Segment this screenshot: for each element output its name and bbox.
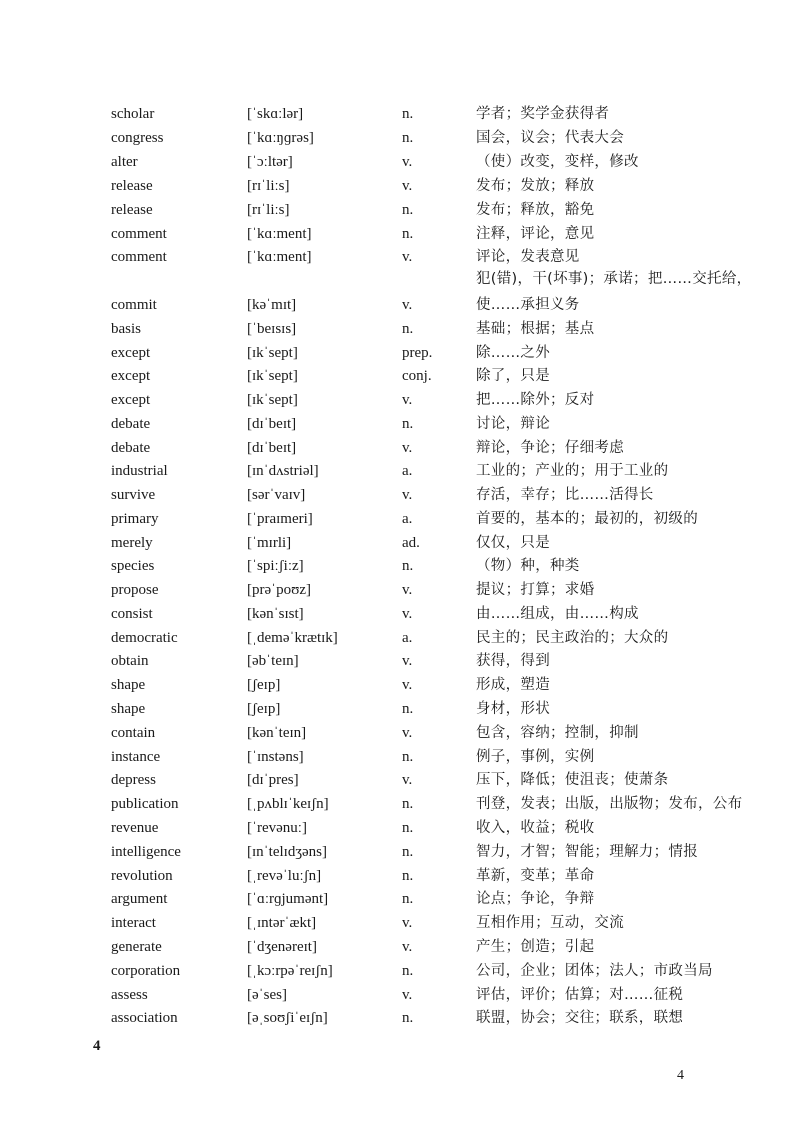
entry-word: association — [111, 1010, 178, 1026]
vocab-entry — [0, 222, 800, 246]
entry-word: commit — [111, 297, 157, 313]
entry-part-of-speech: v. — [402, 392, 413, 408]
entry-definition: 国会，议会；代表大会 — [476, 130, 624, 146]
vocab-entry — [0, 768, 800, 792]
entry-pronunciation: [ˈɪnstəns] — [247, 749, 304, 765]
entry-part-of-speech: n. — [402, 963, 414, 979]
vocab-entry — [0, 150, 800, 174]
entry-pronunciation: [ˌɪntərˈækt] — [247, 915, 317, 931]
entry-pronunciation: [ˌdeməˈkrætɪk] — [247, 630, 338, 646]
vocab-entry — [0, 102, 800, 126]
entry-definition: 除……之外 — [476, 345, 550, 361]
entry-definition: 革新，变革；革命 — [476, 868, 595, 884]
vocab-entry — [0, 293, 800, 317]
entry-part-of-speech: ad. — [402, 535, 420, 551]
entry-definition: 论点；争论，争辩 — [476, 891, 595, 907]
vocab-entry — [0, 483, 800, 507]
entry-word: scholar — [111, 106, 155, 122]
entry-part-of-speech: v. — [402, 440, 413, 456]
vocab-entry — [0, 935, 800, 959]
entry-part-of-speech: v. — [402, 582, 413, 598]
entry-definition: 形成，塑造 — [476, 677, 550, 693]
vocab-entry — [0, 792, 800, 816]
entry-word: species — [111, 558, 155, 574]
entry-word: comment — [111, 249, 167, 265]
entry-definition: 首要的，基本的；最初的，初级的 — [476, 511, 698, 527]
entry-definition: 智力，才智；智能；理解力；情报 — [476, 844, 698, 860]
entry-definition: 公司，企业；团体；法人；市政当局 — [476, 963, 713, 979]
entry-word: assess — [111, 987, 148, 1003]
entry-pronunciation: [ˌpʌblɪˈkeɪʃn] — [247, 796, 329, 812]
entry-definition: 联盟，协会；交往；联系，联想 — [476, 1010, 684, 1026]
entry-word: argument — [111, 891, 168, 907]
entry-word: corporation — [111, 963, 181, 979]
entry-part-of-speech: v. — [402, 606, 413, 622]
entry-word: comment — [111, 226, 167, 242]
entry-pronunciation: [ˌkɔːrpəˈreɪʃn] — [247, 963, 333, 979]
entry-pronunciation: [əˌsoʊʃiˈeɪʃn] — [247, 1010, 328, 1026]
entry-pronunciation: [ɪnˈdʌstriəl] — [247, 463, 319, 479]
entry-definition: 把……除外；反对 — [476, 392, 595, 408]
entry-part-of-speech: n. — [402, 416, 414, 432]
entry-definition: 身材，形状 — [476, 701, 550, 717]
vocab-entry — [0, 364, 800, 388]
entry-part-of-speech: a. — [402, 511, 413, 527]
entry-definition: 发布；释放，豁免 — [476, 202, 595, 218]
entry-word: generate — [111, 939, 162, 955]
entry-pronunciation: [ˌrevəˈluːʃn] — [247, 868, 322, 884]
entry-part-of-speech: n. — [402, 844, 414, 860]
entry-part-of-speech: v. — [402, 772, 413, 788]
entry-word: consist — [111, 606, 153, 622]
entry-word: intelligence — [111, 844, 181, 860]
entry-pronunciation: [ˈpraɪmeri] — [247, 511, 313, 527]
entry-part-of-speech: v. — [402, 725, 413, 741]
entry-word: basis — [111, 321, 141, 337]
entry-word: except — [111, 345, 151, 361]
entry-part-of-speech: v. — [402, 987, 413, 1003]
entry-part-of-speech: a. — [402, 630, 413, 646]
vocab-entry — [0, 673, 800, 697]
vocab-entry — [0, 436, 800, 460]
entry-definition: 讨论，辩论 — [476, 416, 550, 432]
entry-pronunciation: [ɪkˈsept] — [247, 368, 298, 384]
entry-definition: 产生；创造；引起 — [476, 939, 595, 955]
entry-part-of-speech: prep. — [402, 345, 433, 361]
entry-definition: 互相作用；互动，交流 — [476, 915, 624, 931]
entry-word: except — [111, 368, 151, 384]
entry-definition: 除了，只是 — [476, 368, 550, 384]
commit-definition-line-1: 犯(错)，干(坏事)；承诺；把……交托给， — [476, 271, 752, 287]
vocab-entry — [0, 864, 800, 888]
entry-definition: （物）种，种类 — [476, 558, 580, 574]
vocab-entry — [0, 388, 800, 412]
entry-part-of-speech: v. — [402, 249, 413, 265]
entry-definition: 包含，容纳；控制，抑制 — [476, 725, 639, 741]
entry-pronunciation: [ˈskɑːlər] — [247, 106, 304, 122]
entry-definition: 压下，降低；使沮丧；使萧条 — [476, 772, 669, 788]
vocab-entry — [0, 745, 800, 769]
entry-word: shape — [111, 677, 146, 693]
entry-pronunciation: [ˈdʒenəreɪt] — [247, 939, 317, 955]
entry-definition: 提议；打算；求婚 — [476, 582, 595, 598]
entry-part-of-speech: n. — [402, 106, 414, 122]
entry-part-of-speech: n. — [402, 130, 414, 146]
page-number-left: 4 — [93, 1038, 101, 1054]
entry-pronunciation: [sərˈvaɪv] — [247, 487, 306, 503]
entry-definition: 学者；奖学金获得者 — [476, 106, 610, 122]
entry-definition: 收入，收益；税收 — [476, 820, 595, 836]
entry-part-of-speech: v. — [402, 487, 413, 503]
vocab-entry — [0, 578, 800, 602]
vocab-entry — [0, 126, 800, 150]
vocab-entry — [0, 554, 800, 578]
vocab-entry — [0, 649, 800, 673]
entry-definition: 基础；根据；基点 — [476, 321, 595, 337]
vocab-entry — [0, 507, 800, 531]
entry-definition: 评论，发表意见 — [476, 249, 580, 265]
entry-part-of-speech: v. — [402, 915, 413, 931]
vocab-entry — [0, 174, 800, 198]
vocab-entry — [0, 341, 800, 365]
entry-word: depress — [111, 772, 156, 788]
entry-pronunciation: [kəˈmɪt] — [247, 297, 297, 313]
entry-definition: 工业的；产业的；用于工业的 — [476, 463, 669, 479]
vocab-entry — [0, 459, 800, 483]
entry-part-of-speech: n. — [402, 321, 414, 337]
entry-pronunciation: [ˈrevənuː] — [247, 820, 307, 836]
entry-definition: 存活，幸存；比……活得长 — [476, 487, 654, 503]
vocab-entry — [0, 911, 800, 935]
entry-pronunciation: [prəˈpoʊz] — [247, 582, 312, 598]
entry-part-of-speech: n. — [402, 701, 414, 717]
vocab-entry — [0, 198, 800, 222]
entry-pronunciation: [ˈɑːrɡjumənt] — [247, 891, 329, 907]
entry-pronunciation: [ˈkɑːment] — [247, 226, 312, 242]
vocab-entry — [0, 887, 800, 911]
vocab-entry — [0, 317, 800, 341]
entry-part-of-speech: n. — [402, 558, 414, 574]
entry-pronunciation: [kənˈsɪst] — [247, 606, 304, 622]
vocab-entry — [0, 626, 800, 650]
entry-word: obtain — [111, 653, 149, 669]
vocab-entry — [0, 816, 800, 840]
entry-pronunciation: [rɪˈliːs] — [247, 178, 290, 194]
entry-word: revolution — [111, 868, 173, 884]
vocab-entry — [0, 840, 800, 864]
entry-definition: 仅仅，只是 — [476, 535, 550, 551]
entry-word: democratic — [111, 630, 178, 646]
entry-word: interact — [111, 915, 156, 931]
entry-word: publication — [111, 796, 179, 812]
entry-pronunciation: [dɪˈpres] — [247, 772, 299, 788]
entry-word: release — [111, 178, 153, 194]
entry-word: revenue — [111, 820, 159, 836]
vocab-entry — [0, 721, 800, 745]
entry-part-of-speech: v. — [402, 178, 413, 194]
entry-definition: 获得，得到 — [476, 653, 550, 669]
entry-pronunciation: [ˈmɪrli] — [247, 535, 292, 551]
entry-word: primary — [111, 511, 159, 527]
entry-part-of-speech: v. — [402, 939, 413, 955]
entry-part-of-speech: a. — [402, 463, 413, 479]
entry-word: industrial — [111, 463, 168, 479]
entry-word: survive — [111, 487, 156, 503]
entry-part-of-speech: v. — [402, 653, 413, 669]
entry-definition: 民主的；民主政治的；大众的 — [476, 630, 669, 646]
entry-word: except — [111, 392, 151, 408]
entry-definition: 发布；发放；释放 — [476, 178, 595, 194]
entry-pronunciation: [dɪˈbeɪt] — [247, 416, 297, 432]
entry-definition: 使……承担义务 — [476, 297, 580, 313]
entry-part-of-speech: n. — [402, 226, 414, 242]
entry-part-of-speech: v. — [402, 297, 413, 313]
vocab-entry — [0, 412, 800, 436]
entry-word: propose — [111, 582, 159, 598]
entry-pronunciation: [ˈbeɪsɪs] — [247, 321, 297, 337]
entry-pronunciation: [ɪkˈsept] — [247, 392, 298, 408]
entry-part-of-speech: conj. — [402, 368, 432, 384]
vocab-entry — [0, 959, 800, 983]
entry-word: debate — [111, 416, 151, 432]
entry-pronunciation: [dɪˈbeɪt] — [247, 440, 297, 456]
entry-definition: 例子，事例，实例 — [476, 749, 595, 765]
vocab-entry — [0, 245, 800, 269]
entry-pronunciation: [ɪnˈtelɪdʒəns] — [247, 844, 327, 860]
entry-definition: （使）改变，变样，修改 — [476, 154, 639, 170]
entry-definition: 评估，评价；估算；对……征税 — [476, 987, 684, 1003]
entry-definition: 辩论，争论；仔细考虑 — [476, 440, 624, 456]
entry-pronunciation: [ɪkˈsept] — [247, 345, 298, 361]
entry-pronunciation: [kənˈteɪn] — [247, 725, 307, 741]
vocab-entry — [0, 602, 800, 626]
entry-pronunciation: [rɪˈliːs] — [247, 202, 290, 218]
entry-definition: 注释，评论，意见 — [476, 226, 595, 242]
entry-part-of-speech: v. — [402, 154, 413, 170]
entry-part-of-speech: n. — [402, 796, 414, 812]
entry-part-of-speech: n. — [402, 891, 414, 907]
entry-pronunciation: [ˈspiːʃiːz] — [247, 558, 304, 574]
entry-word: merely — [111, 535, 153, 551]
entry-part-of-speech: n. — [402, 749, 414, 765]
vocab-entry — [0, 697, 800, 721]
entry-word: shape — [111, 701, 146, 717]
page-number-right: 4 — [677, 1068, 684, 1083]
entry-pronunciation: [əˈses] — [247, 987, 287, 1003]
entry-word: congress — [111, 130, 164, 146]
entry-word: debate — [111, 440, 151, 456]
entry-part-of-speech: n. — [402, 868, 414, 884]
entry-pronunciation: [ʃeɪp] — [247, 677, 281, 693]
entry-part-of-speech: n. — [402, 202, 414, 218]
entry-pronunciation: [ʃeɪp] — [247, 701, 281, 717]
entry-pronunciation: [əbˈteɪn] — [247, 653, 299, 669]
entry-pronunciation: [ˈɔːltər] — [247, 154, 293, 170]
entry-definition: 刊登，发表；出版，出版物；发布，公布 — [476, 796, 743, 812]
entry-word: release — [111, 202, 153, 218]
entry-part-of-speech: v. — [402, 677, 413, 693]
entry-pronunciation: [ˈkɑːŋɡrəs] — [247, 130, 314, 146]
entry-part-of-speech: n. — [402, 820, 414, 836]
entry-word: contain — [111, 725, 156, 741]
vocab-entry — [0, 983, 800, 1007]
vocab-entry — [0, 1006, 800, 1030]
vocab-entry — [0, 531, 800, 555]
entry-part-of-speech: n. — [402, 1010, 414, 1026]
entry-pronunciation: [ˈkɑːment] — [247, 249, 312, 265]
entry-word: alter — [111, 154, 138, 170]
entry-definition: 由……组成，由……构成 — [476, 606, 639, 622]
entry-word: instance — [111, 749, 161, 765]
